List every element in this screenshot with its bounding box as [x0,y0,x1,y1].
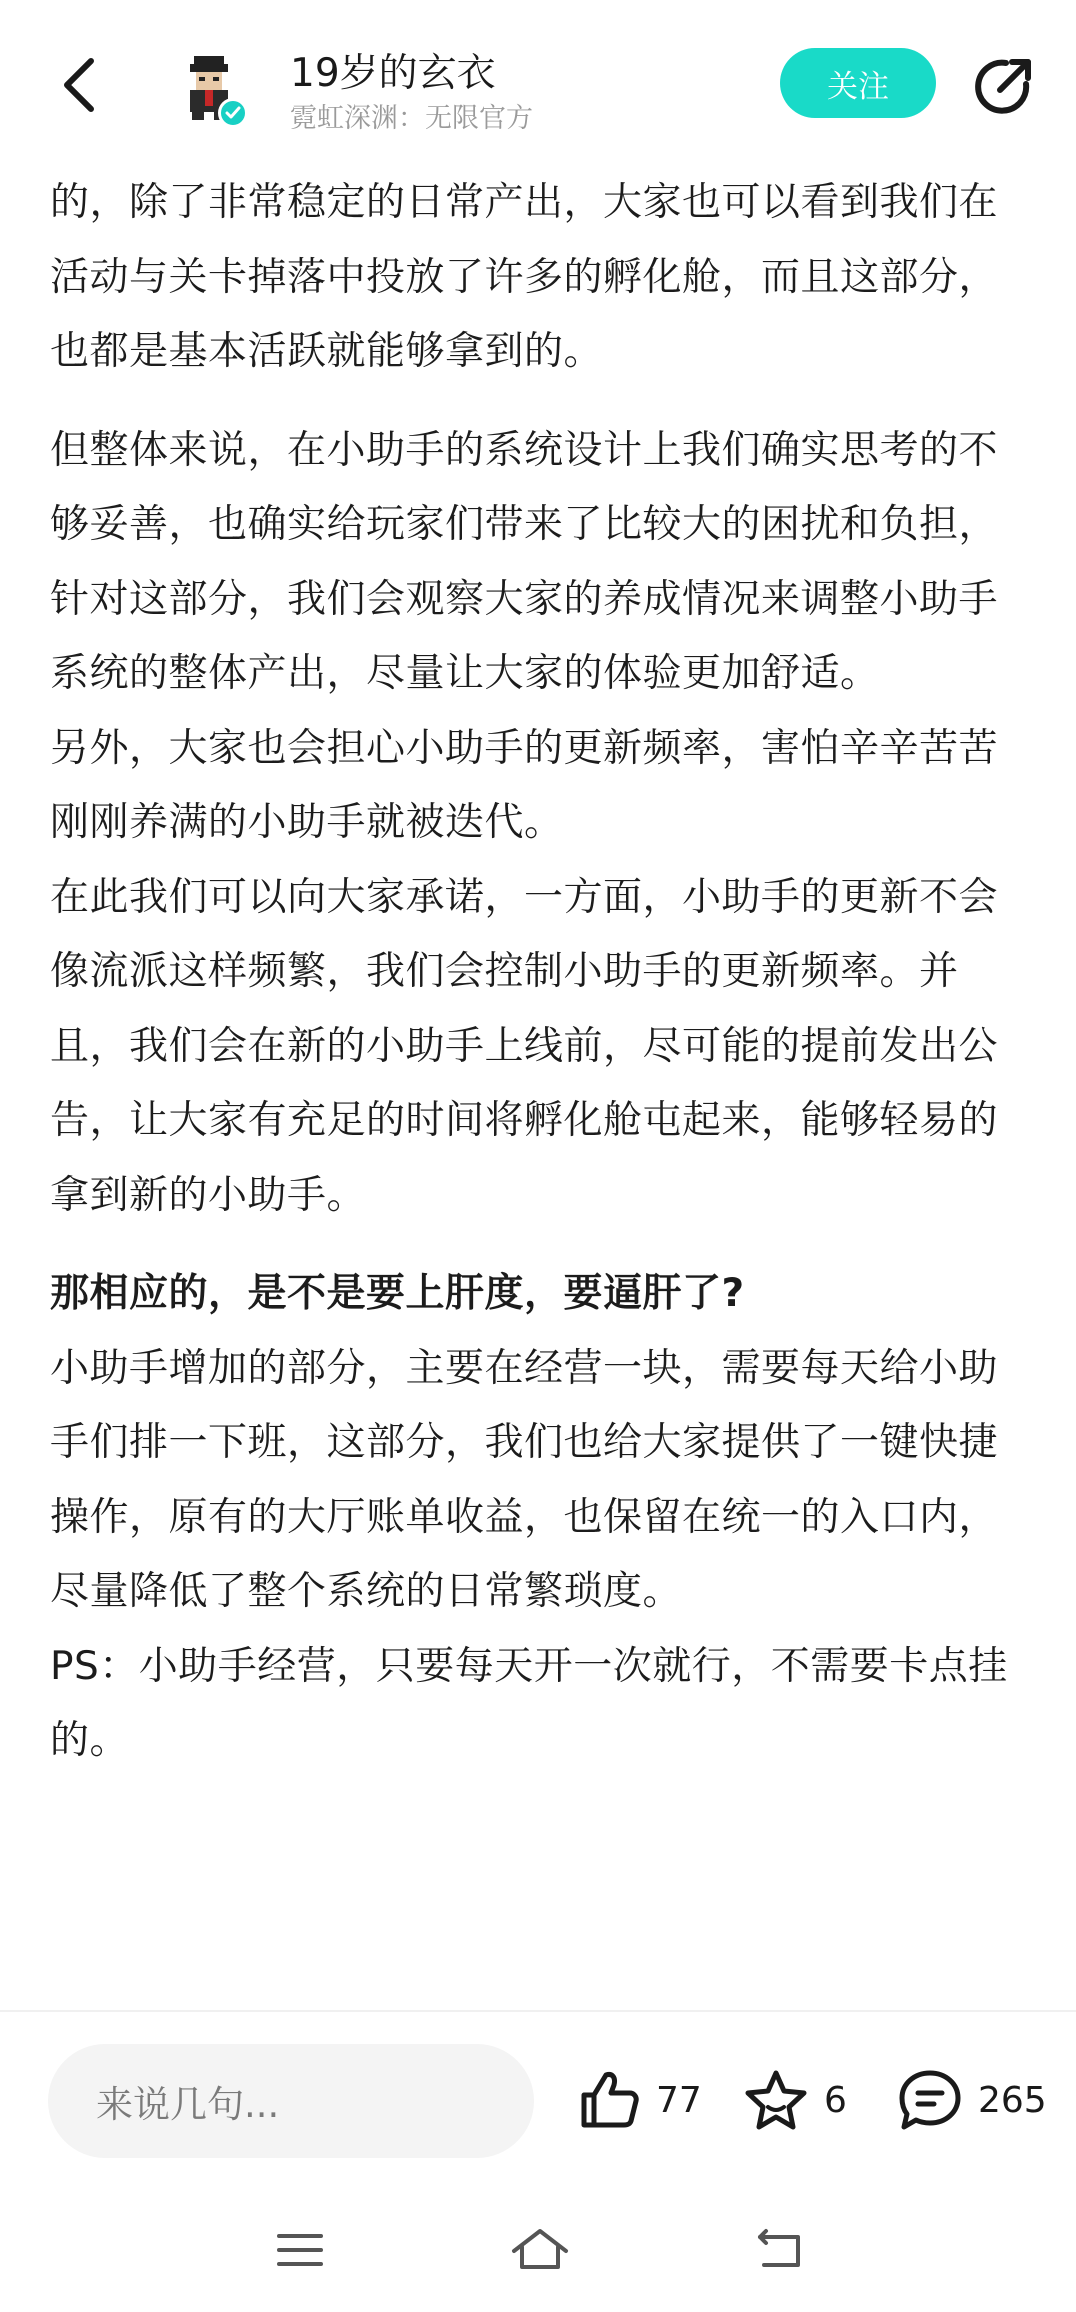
article-paragraph: 在此我们可以向大家承诺，一方面，小助手的更新不会像流派这样频繁，我们会控制小助手的更新频率。并且，我们会在新的小助手上线前，尽可能的提前发出公告，让大家有充足的时间将孵化舱屯起来，能够轻易的拿到新的小助手。 [50,874,999,1218]
home-icon [510,2227,570,2273]
article-paragraph: PS：小助手经营，只要每天开一次就行，不需要卡点挂的。 [50,1643,1008,1763]
nav-return-button[interactable] [740,2212,820,2288]
article-paragraph: 小助手增加的部分，主要在经营一块，需要每天给小助手们排一下班，这部分，我们也给大家提供了一键快捷操作，原有的大厅账单收益，也保留在统一的入口内，尽量降低了整个系统的日常繁琐度。 [50,1345,999,1614]
follow-button[interactable]: 关注 [780,48,936,118]
back-arrow-icon [59,55,99,115]
article-paragraph: 但整体来说，在小助手的系统设计上我们确实思考的不够妥善，也确实给玩家们带来了比较大的困扰和负担，针对这部分，我们会观察大家的养成情况来调整小助手系统的整体产出，尽量让大家的体验更加舒适。 [50,427,999,696]
nav-home-button[interactable] [500,2212,580,2288]
article-paragraph: 的，除了非常稳定的日常产出，大家也可以看到我们在活动与关卡掉落中投放了许多的孵化舱，而且这部分，也都是基本活跃就能够拿到的。 [50,180,999,374]
share-icon [970,54,1036,120]
star-icon [742,2067,810,2133]
back-button[interactable] [44,50,114,120]
menu-icon [275,2230,325,2270]
top-header [0,0,1076,172]
comment-bubble-icon [896,2067,964,2133]
favorite-button[interactable] [742,2060,847,2140]
nav-menu-button[interactable] [260,2212,340,2288]
favorite-count: 6 [824,2079,847,2121]
article-content [50,166,1010,2010]
system-navigation-bar [0,2188,1076,2312]
verified-badge-icon [218,98,248,128]
like-button[interactable] [576,2060,702,2140]
comment-input[interactable]: 来说几句... [48,2044,534,2158]
return-icon [752,2227,808,2273]
article-paragraph: 另外，大家也会担心小助手的更新频率，害怕辛辛苦苦刚刚养满的小助手就被迭代。 [50,725,999,845]
author-name[interactable]: 19岁的玄衣 [290,51,496,96]
thumbs-up-icon [576,2067,642,2133]
article-heading: 那相应的，是不是要上肝度，要逼肝了? [50,1271,745,1316]
author-subtitle: 霓虹深渊：无限官方 [290,103,533,134]
like-count: 77 [656,2079,702,2121]
comment-button[interactable] [896,2060,1047,2140]
bottom-action-bar [0,2012,1076,2188]
comment-count: 265 [978,2079,1047,2121]
share-button[interactable] [966,50,1040,124]
